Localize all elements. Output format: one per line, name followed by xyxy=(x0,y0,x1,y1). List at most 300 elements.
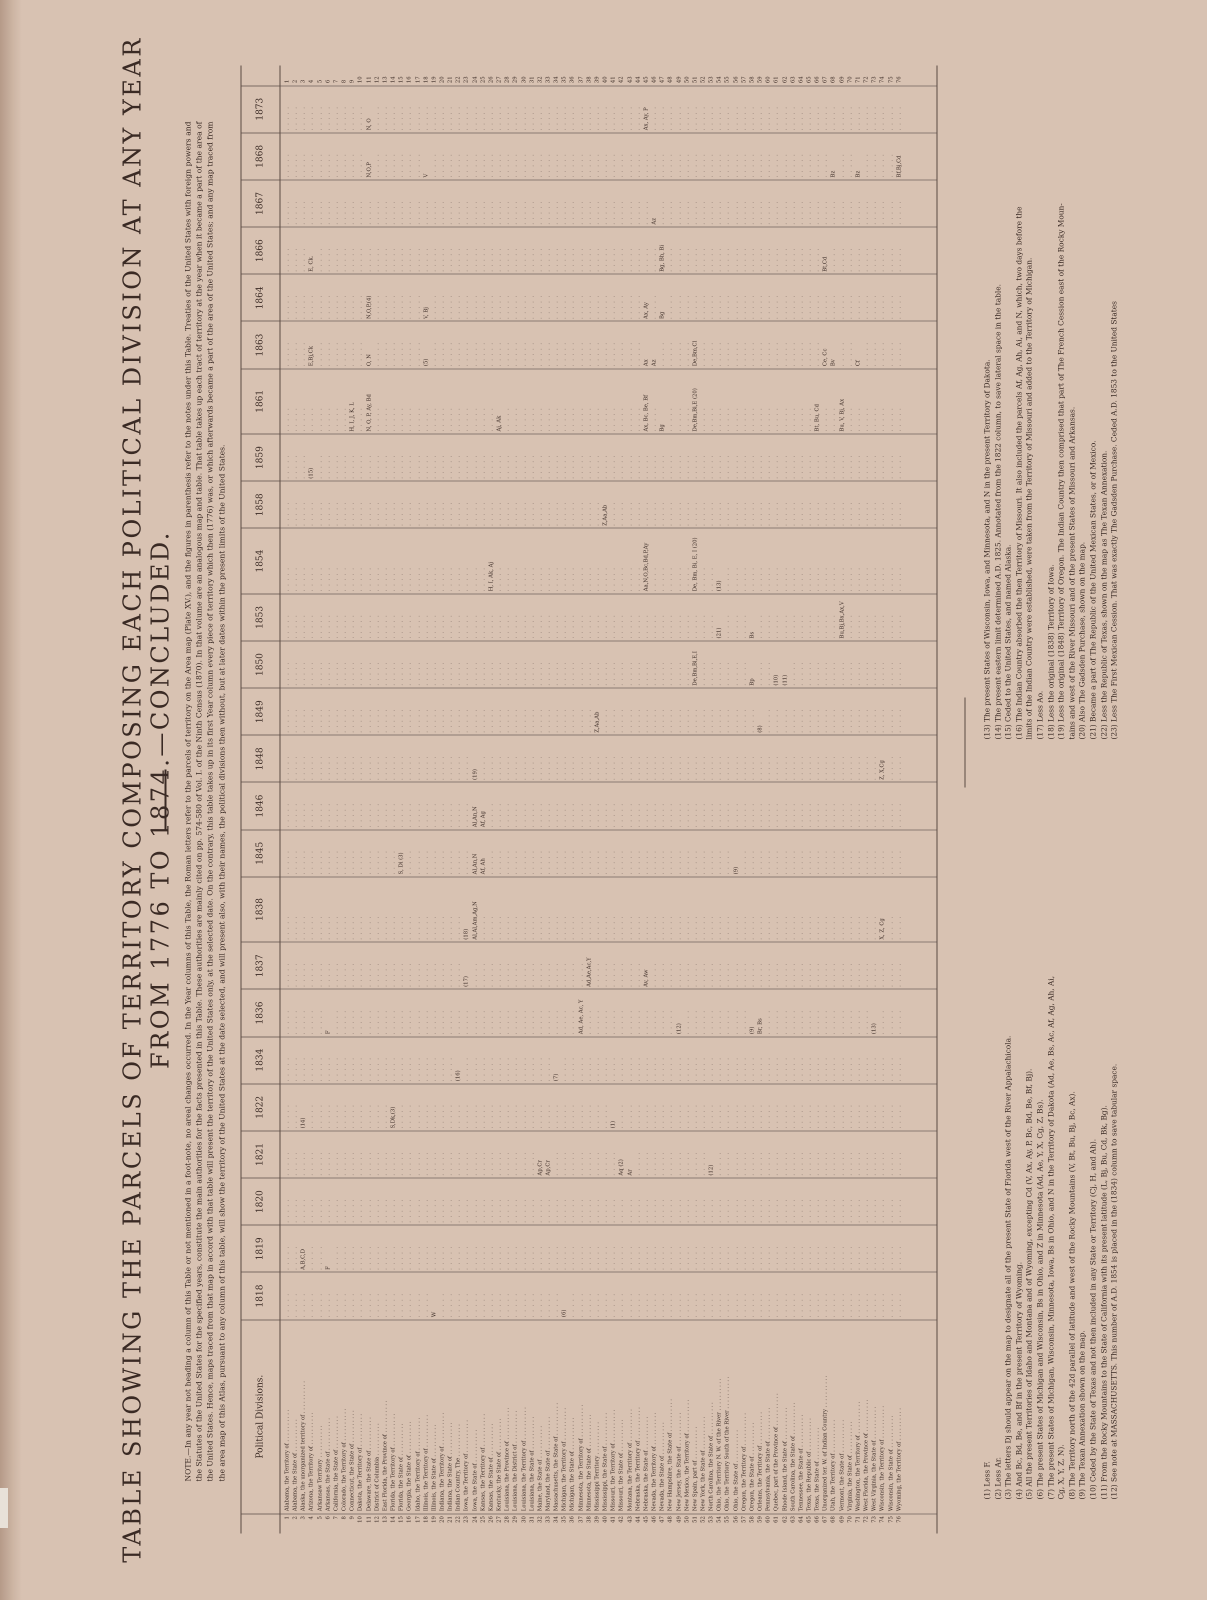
year-column-1820-entry: . . . . . xyxy=(594,1198,601,1223)
year-column-1863-entry: De,Bm,Cl xyxy=(692,340,699,367)
year-column-1861-entry: . . . . . xyxy=(822,407,829,432)
year-column-1848-entry: . . . . . xyxy=(284,755,291,780)
division-names-entry: Michigan, the Territory of . . . . . . . . . . xyxy=(561,1407,568,1512)
year-header-1858: 1858 xyxy=(242,481,281,528)
year-column-1837-entry: . . . . . xyxy=(529,962,536,987)
year-column-1818-entry: . . . . . xyxy=(700,1292,707,1318)
row-numbers-entry: 15 xyxy=(398,1516,405,1523)
year-column-1820-entry: . . . . . xyxy=(651,1198,658,1223)
year-column-1867-entry: . . . . . xyxy=(700,200,707,225)
year-column-1864-entry: . . . . . xyxy=(529,294,536,319)
year-column-1863-entry: . . . . . xyxy=(529,341,536,367)
year-column-1858-entry: . . . . . xyxy=(651,501,658,526)
year-column-1854-entry: . . . . . xyxy=(602,567,609,592)
year-column-1821-entry: . . . . . xyxy=(382,1151,389,1176)
year-column-1859-entry: . . . . . xyxy=(472,454,479,479)
year-column-1820-entry: . . . . . xyxy=(545,1198,552,1223)
footnote-left-8: Cg, X, Y, Z, N). xyxy=(1056,1444,1066,1500)
year-column-1821-entry: . . . . . xyxy=(292,1151,299,1176)
year-column-1864-entry: . . . . . xyxy=(415,294,421,319)
year-column-1861-entry: Ax, Bc, Be, Bf xyxy=(643,394,650,432)
year-column-1863-entry: . . . . . xyxy=(733,341,740,367)
year-column-1853-entry: . . . . . xyxy=(317,614,324,639)
year-column-1849-entry: . . . . . xyxy=(871,708,878,733)
year-column-1859-entry: . . . . . xyxy=(390,454,397,479)
row-numbers-right-entry: 30 xyxy=(521,76,528,84)
year-column-1868-entry: . . . . . xyxy=(480,153,487,178)
year-column-1867-entry: . . . . . xyxy=(602,200,609,225)
year-column-1867-entry: . . . . . xyxy=(374,200,381,225)
year-column-1866-entry: . . . . . xyxy=(366,247,373,272)
division-names-entry: Minnesota, the Territory of . . . . . . . . . . xyxy=(578,1404,585,1512)
year-column-1845-entry: . . . . . xyxy=(553,850,560,875)
year-column-1854-entry: . . . . . xyxy=(618,567,625,592)
year-column-1834 xyxy=(280,1037,937,1084)
year-column-1836-entry: . . . . . xyxy=(716,1009,723,1035)
year-column-1818-entry: . . . . . xyxy=(716,1292,723,1318)
year-column-1822-entry: . . . . . xyxy=(366,1104,373,1129)
year-column-1867-entry: . . . . . xyxy=(317,200,324,225)
year-column-1861-entry: . . . . . xyxy=(529,407,536,432)
row-numbers-right-entry: 5 xyxy=(317,79,324,84)
row-numbers-right-entry: 27 xyxy=(496,76,503,84)
year-column-1873-entry: . . . . . xyxy=(879,106,886,131)
year-column-1820-entry: . . . . . xyxy=(496,1198,503,1223)
year-column-1848-entry: . . . . . xyxy=(757,755,764,780)
year-column-1866-entry: . . . . . xyxy=(733,247,740,272)
year-column-1848-entry: . . . . . xyxy=(651,755,658,780)
year-column-1845-entry: . . . . . xyxy=(692,850,699,875)
year-column-1819-entry: . . . . . xyxy=(406,1245,413,1270)
year-column-1849-entry: . . . . . xyxy=(839,708,846,733)
year-column-1818-entry: . . . . . xyxy=(830,1292,837,1318)
year-column-1821-entry: . . . . . xyxy=(431,1151,438,1176)
year-column-1859-entry: . . . . . xyxy=(357,454,364,479)
row-numbers-entry: 71 xyxy=(855,1516,862,1523)
year-column-1849-entry: . . . . . xyxy=(822,708,829,733)
year-column-1868-entry: . . . . . xyxy=(871,153,878,178)
year-column-1853-entry: . . . . . xyxy=(455,614,462,639)
year-column-1820-entry: . . . . . xyxy=(879,1198,886,1223)
division-names-entry: North Carolina, the State of . . . . . . . . . . xyxy=(708,1402,715,1512)
year-column-1863-entry: . . . . . xyxy=(635,341,642,367)
year-column-1837-entry: . . . . . xyxy=(341,962,348,987)
year-column-1822-entry: . . . . . xyxy=(504,1104,511,1129)
year-column-1849-entry: . . . . . xyxy=(578,708,585,733)
year-column-1846-entry: . . . . . xyxy=(643,802,650,828)
year-column-1854-entry: . . . . . xyxy=(594,567,601,592)
year-column-1836-entry: . . . . . xyxy=(406,1009,413,1035)
row-numbers-entry: 30 xyxy=(521,1516,528,1523)
year-column-1853-entry: . . . . . xyxy=(806,614,813,639)
year-column-1820-entry: . . . . . xyxy=(366,1198,373,1223)
year-column-1819-entry: . . . . . xyxy=(292,1245,299,1270)
year-column-1859-entry: . . . . . xyxy=(447,454,454,479)
year-column-1867-entry: . . . . . xyxy=(814,200,821,225)
year-column-1853-entry: . . . . . xyxy=(676,614,682,639)
year-column-1850-entry: . . . . . xyxy=(455,661,462,686)
year-column-1820-entry: . . . . . xyxy=(423,1198,430,1223)
year-column-1838-entry: . . . . . xyxy=(382,915,389,940)
year-column-1868-entry: . . . . . xyxy=(341,153,348,178)
year-column-1848-entry: . . . . . xyxy=(357,755,364,780)
year-column-1849-entry: . . . . . xyxy=(463,708,470,733)
year-column-1821-entry: . . . . . xyxy=(488,1151,495,1176)
year-column-1848-entry: . . . . . xyxy=(496,755,503,780)
year-column-1849-entry: . . . . . xyxy=(455,708,462,733)
row-numbers-right-entry: 50 xyxy=(684,76,691,84)
row-numbers-entry: 58 xyxy=(749,1516,756,1523)
year-column-1836-entry: . . . . . xyxy=(463,1009,470,1035)
year-column-1864-entry: . . . . . xyxy=(463,294,470,319)
year-column-1873-entry: . . . . . xyxy=(602,106,609,131)
year-column-1849-entry: . . . . . xyxy=(741,708,748,733)
year-column-1834-entry: . . . . . xyxy=(292,1057,299,1082)
year-column-1854-entry: . . . . . xyxy=(635,567,642,592)
year-column-1849-entry: . . . . . xyxy=(406,708,413,733)
year-column-1866-entry: . . . . . xyxy=(782,247,789,272)
year-column-1820-entry: . . . . . xyxy=(504,1198,511,1223)
year-column-1859-entry: . . . . . xyxy=(586,454,593,479)
year-column-1859-entry: . . . . . xyxy=(839,454,846,479)
division-names-entry: Florida, the State of . . . . . . . . . . xyxy=(398,1423,405,1512)
year-column-1837-entry: . . . . . xyxy=(879,962,886,987)
year-column-1836-entry: . . . . . xyxy=(618,1009,625,1035)
year-column-1848-entry: . . . . . xyxy=(537,755,544,780)
year-column-1846-entry: . . . . . xyxy=(667,802,674,828)
year-column-1821-entry: . . . . . xyxy=(888,1151,895,1176)
year-column-1868-entry: . . . . . xyxy=(847,153,854,178)
year-column-1849-entry: . . . . . xyxy=(447,708,454,733)
row-numbers-right-entry: 17 xyxy=(415,76,421,84)
division-names-entry: Illinois, the Territory of . . . . . . . . . . xyxy=(423,1414,430,1512)
year-column-1866-entry: . . . . . xyxy=(594,247,601,272)
year-column-1819-entry: . . . . . xyxy=(463,1245,470,1270)
year-column-1861-entry: . . . . . xyxy=(847,407,854,432)
year-column-1864-entry: . . . . . xyxy=(561,294,568,319)
year-column-1861-entry: . . . . . xyxy=(504,407,511,432)
year-column-1838-entry: . . . . . xyxy=(757,915,764,940)
year-column-1873-entry: . . . . . xyxy=(847,106,854,131)
year-column-1859-entry: . . . . . xyxy=(561,454,568,479)
year-column-1866-entry: . . . . . xyxy=(325,247,332,272)
year-column-1846-entry: . . . . . xyxy=(684,802,691,828)
year-column-1834-entry: . . . . . xyxy=(782,1057,789,1082)
year-column-1867-entry: . . . . . xyxy=(830,200,837,225)
year-column-1853-entry: . . . . . xyxy=(480,614,487,639)
year-column-1861-entry: . . . . . xyxy=(879,407,886,432)
year-column-1845-entry: . . . . . xyxy=(684,850,691,875)
year-column-1859-entry: . . . . . xyxy=(888,454,895,479)
year-column-1819-entry: . . . . . xyxy=(863,1245,870,1270)
row-numbers-right-entry: 20 xyxy=(439,76,446,84)
year-column-1850-entry: . . . . . xyxy=(790,661,797,686)
year-column-1866-entry: . . . . . xyxy=(635,247,642,272)
year-column-1866-entry: . . . . . xyxy=(724,247,731,272)
year-column-1818-entry: . . . . . xyxy=(676,1292,682,1318)
year-column-1846-entry: . . . . . xyxy=(724,802,731,828)
year-column-1834-entry: . . . . . xyxy=(798,1057,805,1082)
year-column-1867-entry: . . . . . xyxy=(733,200,740,225)
division-names xyxy=(280,1320,937,1514)
row-numbers-entry: 25 xyxy=(480,1516,487,1523)
year-column-1849-entry: . . . . . xyxy=(398,708,405,733)
year-column-1834-entry: . . . . . xyxy=(618,1057,625,1082)
year-column-1845-entry: . . . . . xyxy=(578,850,585,875)
year-column-1863-entry: . . . . . xyxy=(357,341,364,367)
year-column-1873-entry: . . . . . xyxy=(521,106,528,131)
year-column-1837-entry: . . . . . xyxy=(847,962,854,987)
footnote-right-5: limits of the Indian Country were established, were taken from the Territory of Missouri and added to the Territory of Michigan. xyxy=(1024,257,1034,740)
year-column-1858-entry: . . . . . xyxy=(822,501,829,526)
year-column-1819-entry: . . . . . xyxy=(773,1245,780,1270)
year-column-1854-entry: . . . . . xyxy=(863,567,870,592)
year-column-1854-entry: . . . . . xyxy=(472,567,479,592)
row-numbers-entry: 41 xyxy=(610,1516,617,1523)
division-names-entry: Missouri, the Territory of . . . . . . . . . . xyxy=(610,1409,617,1512)
year-column-1818-entry: . . . . . xyxy=(839,1292,846,1318)
year-column-1834-entry: . . . . . xyxy=(488,1057,495,1082)
year-column-1861-entry: . . . . . xyxy=(545,407,552,432)
year-column-1849-entry: . . . . . xyxy=(488,708,495,733)
year-column-1822-entry: . . . . . xyxy=(651,1104,658,1129)
year-column-1834-entry: . . . . . xyxy=(855,1057,862,1082)
year-column-1834-entry: . . . . . xyxy=(472,1057,479,1082)
year-column-1861-entry: . . . . . xyxy=(561,407,568,432)
year-column-1836-entry: . . . . . xyxy=(496,1009,503,1035)
year-column-1822-entry: . . . . . xyxy=(790,1104,797,1129)
year-column-1854-entry: . . . . . xyxy=(529,567,536,592)
year-column-1858-entry: . . . . . xyxy=(382,501,389,526)
year-column-1849-entry: . . . . . xyxy=(472,708,479,733)
year-column-1873-entry: . . . . . xyxy=(724,106,731,131)
year-column-1864-entry: . . . . . xyxy=(455,294,462,319)
year-column-1836-entry: . . . . . xyxy=(790,1009,797,1035)
year-column-1820-entry: . . . . . xyxy=(578,1198,585,1223)
year-column-1845-entry: . . . . . xyxy=(423,850,430,875)
year-column-1819-entry: . . . . . xyxy=(602,1245,609,1270)
row-numbers-right-entry: 1 xyxy=(284,79,291,84)
year-column-1850-entry: . . . . . xyxy=(635,661,642,686)
year-column-1873-entry: . . . . . xyxy=(415,106,421,131)
year-column-1873-entry: . . . . . xyxy=(357,106,364,131)
year-column-1863-entry: . . . . . xyxy=(594,341,601,367)
year-column-1863-entry: . . . . . xyxy=(569,341,576,367)
year-column-1866-entry: . . . . . xyxy=(488,247,495,272)
year-column-1863-entry: . . . . . xyxy=(782,341,789,367)
year-column-1838-entry: . . . . . xyxy=(790,915,797,940)
year-column-1846-entry: . . . . . xyxy=(308,802,315,828)
year-column-1822-entry: . . . . . xyxy=(537,1104,544,1129)
year-column-1820-entry: . . . . . xyxy=(463,1198,470,1223)
year-column-1834-entry: . . . . . xyxy=(545,1057,552,1082)
row-numbers-entry: 5 xyxy=(317,1516,324,1520)
year-column-1850-entry: . . . . . xyxy=(765,661,772,686)
division-names-entry: Michigan, the State of . . . . . . . . . . xyxy=(569,1417,576,1512)
year-column-1859-entry: . . . . . xyxy=(635,454,642,479)
row-numbers-right-entry: 33 xyxy=(545,76,552,84)
year-column-1822-entry: . . . . . xyxy=(749,1104,756,1129)
year-column-1859-entry: . . . . . xyxy=(553,454,560,479)
division-names-entry: Kentucky, the State of . . . . . . . . . . xyxy=(496,1418,503,1512)
year-column-1866-entry: . . . . . xyxy=(423,247,430,272)
year-column-1820-entry: . . . . . xyxy=(643,1198,650,1223)
year-column-1822-entry: . . . . . xyxy=(553,1104,560,1129)
year-column-1836-entry: . . . . . xyxy=(602,1009,609,1035)
year-column-1818-entry: . . . . . xyxy=(871,1292,878,1318)
year-column-1834-entry: . . . . . xyxy=(741,1057,748,1082)
year-column-1863-entry: . . . . . xyxy=(406,341,413,367)
row-numbers-right-entry: 54 xyxy=(716,76,723,84)
year-column-1867-entry: . . . . . xyxy=(708,200,715,225)
year-column-1868-entry: . . . . . xyxy=(618,153,625,178)
year-column-1863-entry: . . . . . xyxy=(447,341,454,367)
year-column-1818-entry: . . . . . xyxy=(847,1292,854,1318)
year-column-1873-entry: . . . . . xyxy=(627,106,634,131)
year-column-1820-entry: . . . . . xyxy=(888,1198,895,1223)
year-column-1849-entry: . . . . . xyxy=(651,708,658,733)
year-column-1854-entry: . . . . . xyxy=(667,567,674,592)
year-header-1822: 1822 xyxy=(242,1084,281,1131)
year-column-1850-entry: . . . . . xyxy=(806,661,813,686)
year-column-1873-entry: . . . . . xyxy=(325,106,332,131)
footnote-right-13: (23) Less The First Mexican Cession. That was exactly The Gadsden Purchase. Ceded A.D. 1853 to the United States xyxy=(1109,301,1119,740)
division-names-entry: New Spain, part of . . . . . . . . . . xyxy=(692,1426,699,1512)
row-numbers-right-entry: 64 xyxy=(798,76,805,84)
year-column-1845-entry: . . . . . xyxy=(814,850,821,875)
year-column-1836-entry: . . . . . xyxy=(569,1009,576,1035)
year-column-1836-entry: . . . . . xyxy=(847,1009,854,1035)
year-column-1846-entry: . . . . . xyxy=(398,802,405,828)
year-column-1850-entry: . . . . . xyxy=(814,661,821,686)
year-column-1836-entry: (9) xyxy=(749,1026,756,1035)
year-column-1873-entry: . . . . . xyxy=(896,106,903,131)
year-column-1821-entry: . . . . . xyxy=(749,1151,756,1176)
year-column-1849-entry: . . . . . xyxy=(439,708,446,733)
year-column-1836-entry: . . . . . xyxy=(537,1009,544,1035)
year-column-1861-entry: . . . . . xyxy=(627,407,634,432)
year-column-1838-entry: . . . . . xyxy=(594,915,601,940)
year-column-1836-entry: . . . . . xyxy=(855,1009,862,1035)
year-column-1822-entry: . . . . . xyxy=(325,1104,332,1129)
year-column-1834-entry: . . . . . xyxy=(569,1057,576,1082)
year-column-1834-entry: . . . . . xyxy=(431,1057,438,1082)
year-column-1853-entry: . . . . . xyxy=(349,614,356,639)
year-column-1822-entry: . . . . . xyxy=(447,1104,454,1129)
year-column-1866-entry: . . . . . xyxy=(284,247,291,272)
year-column-1864-entry: . . . . . xyxy=(488,294,495,319)
year-column-1848-entry: . . . . . xyxy=(317,755,324,780)
year-column-1867-entry: . . . . . xyxy=(635,200,642,225)
year-column-1818-entry: . . . . . xyxy=(594,1292,601,1318)
year-column-1866-entry: . . . . . xyxy=(716,247,723,272)
row-numbers-right-entry: 52 xyxy=(700,76,707,84)
year-column-1863-entry: . . . . . xyxy=(512,341,519,367)
year-column-1836-entry: . . . . . xyxy=(733,1009,740,1035)
year-column-1864-entry: . . . . . xyxy=(341,294,348,319)
year-column-1861-entry: . . . . . xyxy=(537,407,544,432)
year-column-1834-entry: . . . . . xyxy=(561,1057,568,1082)
year-column-1850-entry: . . . . . xyxy=(341,661,348,686)
parcels-table-wrap xyxy=(241,66,938,1534)
year-column-1866-entry: . . . . . xyxy=(357,247,364,272)
year-column-1863-entry: . . . . . xyxy=(390,341,397,367)
row-numbers-right-entry: 19 xyxy=(431,76,438,84)
year-column-1867-entry: . . . . . xyxy=(879,200,886,225)
year-header-1820: 1820 xyxy=(242,1178,281,1225)
row-numbers-entry: 38 xyxy=(586,1516,593,1523)
year-column-1849-entry: . . . . . xyxy=(415,708,421,733)
year-column-1853-entry: . . . . . xyxy=(733,614,740,639)
year-column-1822-entry: . . . . . xyxy=(667,1104,674,1129)
year-column-1845-entry: . . . . . xyxy=(284,850,291,875)
year-column-1858-entry: . . . . . xyxy=(569,501,576,526)
year-column-1866-entry: . . . . . xyxy=(749,247,756,272)
year-column-1837-entry: . . . . . xyxy=(545,962,552,987)
year-column-1858-entry: . . . . . xyxy=(406,501,413,526)
year-column-1838-entry: . . . . . xyxy=(423,915,430,940)
year-column-1819-entry: A,B,C,D xyxy=(300,1249,307,1270)
year-column-1834-entry: . . . . . xyxy=(667,1057,674,1082)
year-column-1853-entry: . . . . . xyxy=(871,614,878,639)
year-column-1858-entry: . . . . . xyxy=(708,501,715,526)
year-column-1866-entry: . . . . . xyxy=(431,247,438,272)
row-numbers-entry: 48 xyxy=(667,1516,674,1523)
year-column-1861-entry: . . . . . xyxy=(521,407,528,432)
row-numbers-entry: 76 xyxy=(896,1516,903,1523)
year-column-1822-entry: . . . . . xyxy=(374,1104,381,1129)
row-numbers-right-entry: 9 xyxy=(349,79,356,84)
year-column-1834-entry: . . . . . xyxy=(659,1057,666,1082)
year-column-1863-entry: . . . . . xyxy=(341,341,348,367)
year-column-1853-entry: . . . . . xyxy=(325,614,332,639)
year-column-1822-entry: . . . . . xyxy=(896,1104,903,1129)
year-column-1867-entry: . . . . . xyxy=(398,200,405,225)
year-column-1846-entry: . . . . . xyxy=(839,802,846,828)
year-column-1834-entry: . . . . . xyxy=(594,1057,601,1082)
year-column-1867-entry: . . . . . xyxy=(594,200,601,225)
year-column-1867-entry: . . . . . xyxy=(610,200,617,225)
row-numbers-entry: 74 xyxy=(879,1516,886,1523)
year-column-1834-entry: . . . . . xyxy=(773,1057,780,1082)
year-column-1849-entry: . . . . . xyxy=(700,708,707,733)
year-header-1867: 1867 xyxy=(242,180,281,227)
year-column-1859-entry: . . . . . xyxy=(814,454,821,479)
year-column-1864-entry: . . . . . xyxy=(439,294,446,319)
year-column-1818-entry: W xyxy=(431,1311,438,1318)
year-column-1837-entry: . . . . . xyxy=(406,962,413,987)
year-column-1837-entry: . . . . . xyxy=(578,962,585,987)
year-column-1822-entry: . . . . . xyxy=(879,1104,886,1129)
year-column-1821-entry: . . . . . xyxy=(569,1151,576,1176)
year-column-1868-entry: N,O,P xyxy=(366,162,373,178)
year-column-1864-entry: . . . . . xyxy=(871,294,878,319)
year-column-1838-entry: . . . . . xyxy=(822,915,829,940)
footnote-right-11: (21) Became a part of The Republic of the United Mexican States, or of Mexico. xyxy=(1088,440,1098,740)
year-column-1845-entry: . . . . . xyxy=(741,850,748,875)
year-column-1845-entry: . . . . . xyxy=(463,850,470,875)
year-column-1821-entry: . . . . . xyxy=(480,1151,487,1176)
year-column-1850-entry: . . . . . xyxy=(480,661,487,686)
year-column-1873-entry: . . . . . xyxy=(659,106,666,131)
year-header-1836: 1836 xyxy=(242,989,281,1036)
year-column-1818-entry: . . . . . xyxy=(463,1292,470,1318)
row-numbers-entry: 6 xyxy=(325,1516,332,1520)
year-column-1821-entry: . . . . . xyxy=(602,1151,609,1176)
year-column-1866-entry: . . . . . xyxy=(341,247,348,272)
year-column-1845-entry: Af, Ah xyxy=(480,858,487,875)
year-column-1866-entry: . . . . . xyxy=(390,247,397,272)
